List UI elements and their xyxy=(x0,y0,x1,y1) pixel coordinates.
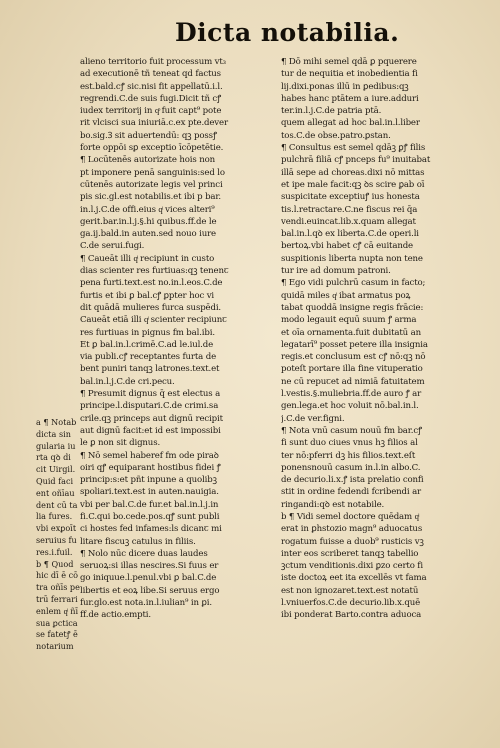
text-line: quidā miles qͥ ibat armatus poꝝ xyxy=(281,290,411,301)
text-line: ringandi:qꝺ est notabile. xyxy=(281,499,385,510)
text-line: fi sunt duo ciues vnus hꝫ filios al xyxy=(281,438,418,449)
margin-note-line: a ¶ Notab xyxy=(36,417,77,427)
text-line: princip:s:et pñt inpune a quolibꝫ xyxy=(80,475,217,486)
text-line: lij.dixi.ponas illū in ꝑedibus:qꝫ xyxy=(281,81,409,92)
text-line: ¶ Dō mihi semel qdā ꝑ pquerere xyxy=(281,57,417,67)
text-line: tabat quoddā insigne regis frācie: xyxy=(281,302,424,313)
margin-note-line: se fatetꝭ ē xyxy=(36,629,78,640)
margin-note-line: ent oñīau xyxy=(36,487,75,498)
text-line: Caueāt etiā illi qͥ scienter recipiunꞇ xyxy=(80,315,227,326)
text-line: ¶ Caueāt illi qͥ recipiunt in custo xyxy=(80,253,215,264)
margin-notes xyxy=(36,417,82,653)
text-line: legatarī⁹ posset petere illa insignia xyxy=(281,339,428,350)
text-line: seruoꝝ:si illas nescires.Si fuus er xyxy=(80,561,219,572)
text-line: le ꝑ non sit dignus. xyxy=(80,438,161,449)
text-line: tur ire ad domum patroni. xyxy=(281,266,391,277)
margin-note-line: gularia iu xyxy=(36,440,76,451)
text-line: rit vlcisci sua iniuriā.c.ex pte.dever xyxy=(80,118,228,129)
running-header: Dicta notabilia. xyxy=(175,18,400,47)
text-line: illā sepe ad choreas.dixi nō mittas xyxy=(281,167,425,178)
text-line: furtis et ibi ꝑ bal.cꝭ ꝑpter hoc vi xyxy=(80,290,215,301)
text-line: ga.ij.bald.in auten.sed nouo iure xyxy=(80,229,216,240)
text-line: vendi.euincat.lib.x.quam allegat xyxy=(281,216,416,227)
text-line: bal.in.l.j.C.de cri.pecu. xyxy=(80,376,175,387)
text-line: bo.sig.Ꝫ sit aduertendū: qꝫ possꝭ xyxy=(80,130,217,141)
text-line: et ipe male facit:qꝫ ꝺs scire ꝑab oī xyxy=(281,179,425,190)
text-line: ꝫctum venditionis.dixi ꝑzo certo fi xyxy=(281,561,423,572)
text-line: forte oppōi sꝑ exceptio īcōpetētie. xyxy=(80,143,224,154)
margin-note-line: trū ferrari xyxy=(36,593,78,604)
right-column-text xyxy=(281,56,481,622)
text-line: dit quādā mulieres furca suspēdi. xyxy=(80,302,222,313)
text-line: ponensnouū casum in.l.in albo.C. xyxy=(281,462,421,473)
text-line: est.bald.cꝭ sic.nisi fit appellatū.i.l. xyxy=(80,81,223,92)
text-line: gerit.bar.in.l.j.§.hi quibus.ff.de le xyxy=(80,216,217,227)
margin-note-line: Quid faci xyxy=(36,475,74,486)
text-line: de decurio.li.x.ꝭ ista prelatio confi xyxy=(281,475,424,486)
text-line: libertis et eoꝝ libe.Si seruus ergo xyxy=(80,585,220,596)
text-line: fi.C.qui bo.cede.pos.qꝭ sunt publi xyxy=(80,511,220,522)
text-line: pis sic.gl.est notabilis.et ibi p bar. xyxy=(80,192,221,203)
text-line: bal.in.l.qꝺ ex liberta.C.de operi.li xyxy=(281,229,419,240)
text-line: regrendi.C.de suis fugi.Dicit tñ cꝭ xyxy=(80,93,221,104)
text-line: b ¶ Vidi semel doctore quēdam qͥ xyxy=(281,511,419,522)
text-line: stit in ordine fedendi fcribendi ar xyxy=(281,487,422,498)
margin-note-line: lia fures. xyxy=(36,511,73,522)
text-line: C.de serui.fugi. xyxy=(80,241,145,252)
text-line: quem allegat ad hoc bal.in.l.liber xyxy=(281,118,420,129)
text-line: suspitionis liberta nupta non tene xyxy=(281,253,423,264)
text-line: ¶ Nota vnū casum nouū fm bar.cꝭ xyxy=(281,425,422,436)
left-column-text xyxy=(80,56,278,622)
text-line: principe.l.disputari.C.de crimi.sa xyxy=(80,401,219,412)
text-line: oiri qꝭ equiparant hostibus fidei ꝭ xyxy=(80,462,221,473)
text-line: ter nō:pferri dꝫ his filios.text.eſt xyxy=(281,450,416,461)
text-line: aut dignū facit:et id est impossibi xyxy=(80,425,221,436)
text-line: ff.de actio.empti. xyxy=(80,610,151,621)
text-line: ¶ Nolo nūc dicere duas laudes xyxy=(80,548,208,559)
text-line: ¶ Ego vidi pulchrū casum in facto; xyxy=(281,278,426,289)
text-line: ¶ Nō semel haberef fm ode piraꝺ xyxy=(80,450,219,461)
text-line: ter.in.l.j.C.de patria ptā. xyxy=(281,106,382,117)
margin-note-line: dicta sin xyxy=(36,428,71,439)
text-line: fur.glo.est nota.in.l.iulian⁹ in ꝑi. xyxy=(80,598,212,609)
text-line: vbi per bal.C.de fur.et bal.in.l.j.in xyxy=(80,499,219,510)
text-line: tos.C.de obse.patro.ꝑstan. xyxy=(281,130,391,141)
text-line: regis.et conclusum est cꝭ nō:qꝫ nō xyxy=(281,352,426,363)
text-line: pulchrā filiā cꝭ pnceps fu⁹ inuitabat xyxy=(281,155,431,166)
text-line: crile.qꝫ princeps aut dignū recipit xyxy=(80,413,223,424)
margin-note-line: enlem qͥ ñī xyxy=(36,605,79,616)
text-line: litare fiscuꝫ catulus in filiis. xyxy=(80,536,196,547)
text-line: bertoꝝ.vbi habet cꝭ cā euitande xyxy=(281,241,413,252)
text-line: res furtiuas in pignus fm bal.ibi. xyxy=(80,327,215,338)
text-line: habes hanc ptātem a iure.adduri xyxy=(281,93,419,104)
text-line: go iniquue.l.penul.vbi ꝑ bal.C.de xyxy=(80,573,217,584)
text-line: via publi.cꝭ receptantes furta de xyxy=(80,352,216,363)
margin-note-line: tra oñīs pe xyxy=(36,582,80,593)
text-line: ¶ Locūtenēs autorizate hois non xyxy=(80,155,215,166)
text-line: ci hostes fed infames:ls dicanꞇ mi xyxy=(80,524,222,535)
text-line: ibi ponderat Barto.contra aduoca xyxy=(281,610,422,621)
text-line: pena furti.text.est no.in.l.eos.C.de xyxy=(80,278,223,289)
text-line: et oīa ornamenta.fuit dubitatū an xyxy=(281,327,422,338)
text-line: inter eos scriberet tanqꝫ tabellio xyxy=(281,548,419,559)
text-line: Et ꝑ bal.in.l.crimē.C.ad le.iul.de xyxy=(80,339,214,350)
text-line: j.C.de ver.figni. xyxy=(281,413,345,424)
text-line: modo legauit equū suum ꝭ arma xyxy=(281,315,417,326)
text-line: ¶ Consultus est semel qdāꝫ ꝑꝭ filis xyxy=(281,143,426,154)
margin-note-line: sua ꝑctica xyxy=(36,617,78,628)
margin-note-line: dent cū ta xyxy=(36,499,78,510)
text-line: tis.l.retractare.C.ne fiscus rei q̄a xyxy=(281,204,418,215)
text-line: ¶ Presumit dignus q̄ est electus a xyxy=(80,389,221,400)
text-line: alieno territorio fuit processum vt₃ xyxy=(80,57,226,67)
text-line: tur de nequitia et inobedientia fi xyxy=(281,69,418,80)
text-line: dias scienter res furtiuas:qꝫ tenenꞇ xyxy=(80,266,229,277)
text-line: spoliari.text.est in auten.nauigia. xyxy=(80,487,219,498)
text-line: gen.lega.et hoc voluit nō.bal.in.l. xyxy=(281,401,419,412)
text-line: poteſt portare illa fine vituperatio xyxy=(281,364,423,375)
text-line: l.vniuerfos.C.de decurio.lib.x.quē xyxy=(281,598,421,609)
text-line: iste doctoꝝ eet ita excellēs vt fama xyxy=(281,573,427,584)
text-line: est non ignozaret.text.est notatū xyxy=(281,585,419,596)
margin-note-line: cit Uirgil. xyxy=(36,464,76,475)
margin-note-line: seruius fu xyxy=(36,534,77,545)
margin-note-line: notarium xyxy=(36,641,74,652)
margin-note-line: hic dī ē cō xyxy=(36,570,79,581)
margin-note-line: res.i.fuil. xyxy=(36,546,73,557)
text-line: l.vestis.§.muliebria.ff.de auro ꝭ ar xyxy=(281,389,422,400)
text-line: rogatum fuisse a duob⁹ rusticis vꝫ xyxy=(281,536,424,547)
margin-note-line: b ¶ Quod xyxy=(36,558,74,569)
text-line: pt imponere penā sanguinis:sed lo xyxy=(80,167,225,178)
text-line: erat in ꝑhstozio magn⁹ aduocatus xyxy=(281,524,423,535)
text-line: cūtenēs autorizate legis vel princi xyxy=(80,179,223,190)
text-line: ad executionē tñ teneat qd factus xyxy=(80,69,221,80)
margin-note-line: rta qꝺ di xyxy=(36,452,71,463)
margin-note-line: vbi exꝑoīt xyxy=(36,523,77,534)
text-line: suspicitate exceptiuꝭ ius honesta xyxy=(281,192,420,203)
text-line: iudex territorij in qͦ fuit capt⁹ pote xyxy=(80,106,222,117)
text-line: bent puniri tanqꝫ latrones.text.et xyxy=(80,364,220,375)
text-line: in.l.j.C.de offi.eius qͥ vices alteri⁹ xyxy=(80,204,215,215)
text-line: ne cū repuꞇet ad nimiā fatuitatem xyxy=(281,376,425,387)
